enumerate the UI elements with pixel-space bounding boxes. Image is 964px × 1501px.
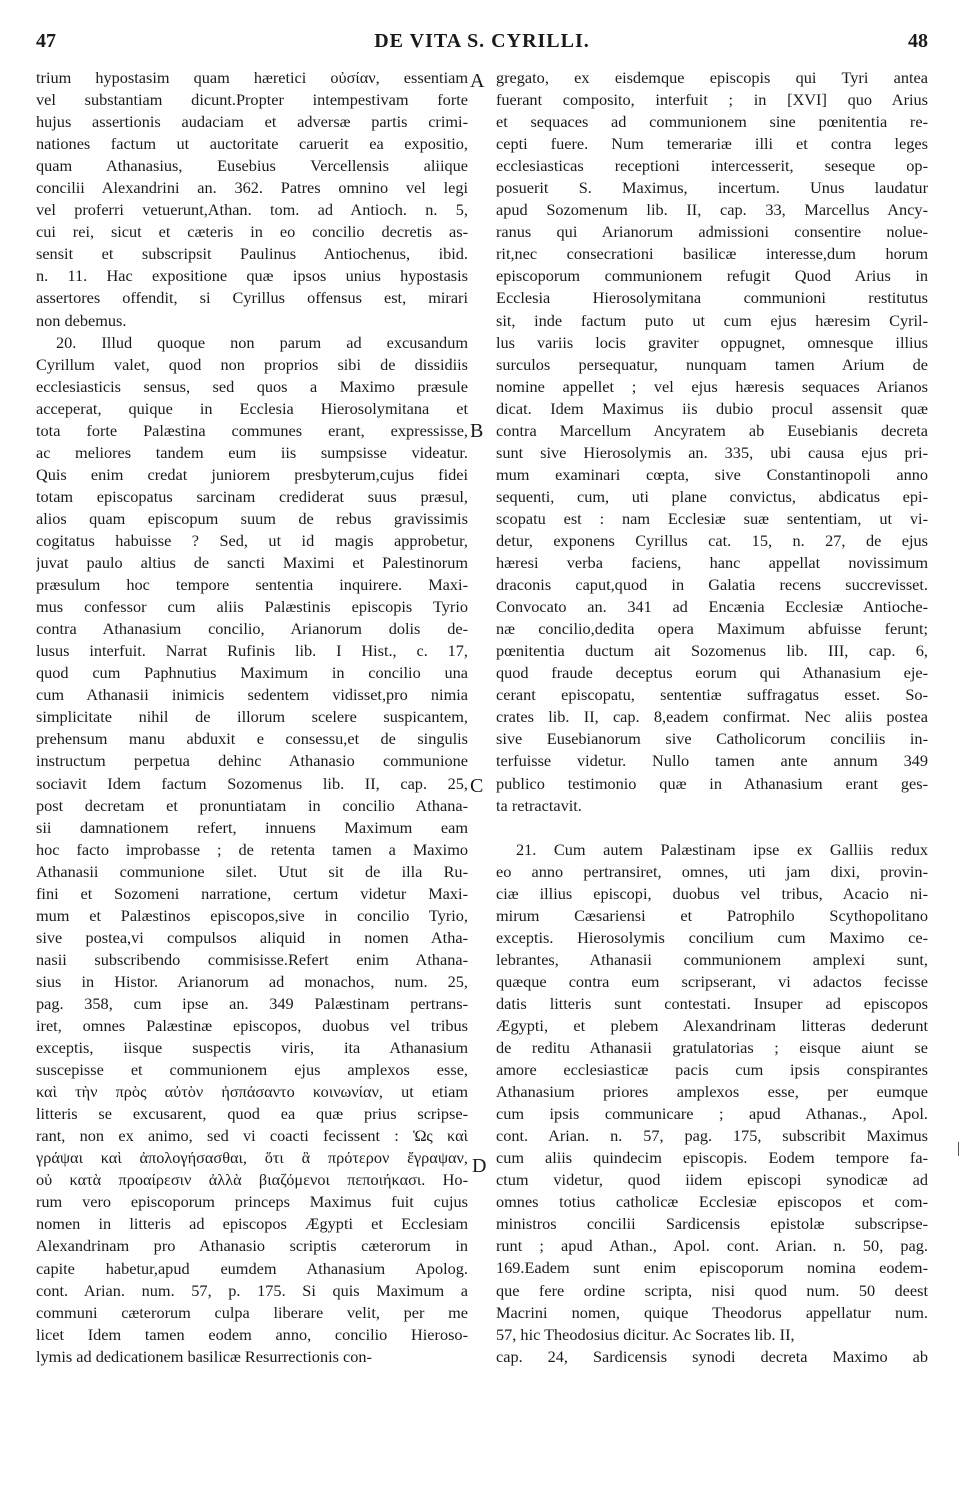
text-line: hæresi verba faciens, hanc appellat novissimum — [496, 553, 928, 573]
text-line: terfuisse videtur. Nullo tamen ante annum 349 — [496, 751, 928, 771]
text-line: pag. 358, cum ipse an. 349 Palæstinam pertrans- — [36, 993, 468, 1013]
text-line: sit, inde factum puto ut cum ejus hæresim Cyril- — [496, 310, 928, 330]
text-line: alios quam episcopum suum de rebus gravissimis — [36, 508, 468, 528]
text-line: detur, exponens Cyrillus cat. 15, n. 27, de ejus — [496, 530, 928, 550]
page-number-right: 48 — [908, 30, 928, 52]
text-line: contra Athanasium concilio, Arianorum dolis de- — [36, 619, 468, 639]
text-line: cum Athanasii inimicis sedentem vidisset,pro nimia — [36, 685, 468, 705]
text-line: episcoporum communionem refugit Quod Arius in — [496, 266, 928, 286]
text-line: scopatu est : nam Ecclesiæ suæ sententiam, ut vi- — [496, 508, 928, 528]
text-line: nomine appellet ; vel ejus hæresis sequaces Arianos — [496, 376, 928, 396]
text-line: eo anno pertransiret, omnes, uti jam dixi, provin- — [496, 861, 928, 881]
margin-marker-b: B — [470, 420, 484, 442]
text-line: assertores offendit, si Cyrillus offensus est, mirari — [36, 288, 468, 308]
text-line: dicat. Idem Maximus iis dubio procul assensit quæ — [496, 398, 928, 418]
margin-marker-d: D — [472, 1155, 487, 1177]
text-line: cum ipsis communicare ; apud Athanas., Apol. — [496, 1104, 928, 1124]
text-line: οὐ κατὰ προαίρεσιν ἀλλὰ βιαζόμενοι πεποιήκασι. Ho- — [36, 1170, 468, 1190]
text-line: cepti fuere. Num temerariæ illi et contra leges — [496, 134, 928, 154]
text-line: Athanasium priores amplexos esse, per eumque — [496, 1082, 928, 1102]
text-line: quam Athanasius, Eusebius Vercellensis aliique — [36, 156, 468, 176]
text-line: præsulum hoc tempore sententia inquirere. Maxi- — [36, 575, 468, 595]
text-line: ministros concilii Sardicensis epistolæ subscripse- — [496, 1214, 928, 1234]
text-line: Cyrillum valet, quod non proprios sibi de dissidiis — [36, 354, 468, 374]
text-line: καὶ τὴν πρὸς αὐτὸν ἠσπάσαντο κοινωνίαν, ut etiam — [36, 1082, 468, 1102]
text-line: draconis caput,quod in Galatia recens succrevisset. — [496, 575, 928, 595]
text-line: sive postea,vi compulsos aliquid in nomen Atha- — [36, 927, 468, 947]
text-line: mum examinari cœpta, sive Constantinopoli anno — [496, 464, 928, 484]
text-line: post decretam et pronuntiatam in concilio Athana- — [36, 795, 468, 815]
text-line: non debemus. — [36, 310, 127, 330]
text-line: quod cum Paphnutius Maximum in concilio una — [36, 663, 468, 683]
text-line: Alexandrinam pro Athanasio scriptis cæterorum in — [36, 1236, 468, 1256]
text-line: vel proferri vetuerunt,Athan. tom. ad Antioch. n. 5, — [36, 200, 468, 220]
text-line: runt ; apud Athan., Apol. cont. Arian. n. 50, pag. — [496, 1236, 928, 1256]
text-line: rit,nec consecrationi basilicæ interesse,dum horum — [496, 244, 928, 264]
text-line: mus confessor cum aliis Palæstinis episcopis Tyrio — [36, 597, 468, 617]
text-line: suscepisse et communionem ejus amplexos esse, — [36, 1060, 468, 1080]
text-line: trium hypostasim quam hæretici οὐσίαν, essentiam — [36, 68, 468, 87]
margin-marker-c: C — [470, 775, 484, 797]
text-line: næ concilio,dedita opera Maximum abfuisse ferunt; — [496, 619, 928, 639]
text-line: gregato, ex eisdemque episcopis qui Tyri antea — [496, 68, 928, 87]
text-line: ctum videtur, quod iidem episcopi synodicæ ad — [496, 1170, 928, 1190]
text-line: Macrini nomen, quique Theodorus appellatur num. — [496, 1302, 928, 1322]
text-line: datis litteris sunt contestati. Insuper ad episcopos — [496, 993, 928, 1013]
text-line: exceptis, iisque suspectis viris, ita Athanasium — [36, 1038, 468, 1058]
text-line: licet Idem tamen eodem anno, concilio Hieroso- — [36, 1324, 468, 1344]
text-line: rum vero episcoporum princeps Maximus fuit cujus — [36, 1192, 468, 1212]
text-line: lebrantes, Athanasii communionem amplexi sunt, — [496, 949, 928, 969]
text-line: prehensum manu abduxit e consessu,et de singulis — [36, 729, 468, 749]
text-line: juvat paulo altius de sancti Maximi et Palestinorum — [36, 553, 468, 573]
text-line: cui rei, sicut et cæteris in eo concilio decretis as- — [36, 222, 468, 242]
text-line: cap. 24, Sardicensis synodi decreta Maximo ab — [496, 1346, 928, 1366]
text-line: 57, hic Theodosius dicitur. Ac Socrates lib. II, — [496, 1324, 795, 1344]
text-line: ciæ illius episcopi, duobus vel tribus, Acacio ni- — [496, 883, 928, 903]
text-line: sociavit Idem factum Sozomenus lib. II, cap. 25, — [36, 773, 468, 793]
text-line: sius in Histor. Arianorum ad monachos, num. 25, — [36, 971, 468, 991]
text-line: vel substantiam dicunt.Propter intempestivam forte — [36, 90, 468, 110]
text-line: lusus interfuit. Narrat Rufinis lib. I Hist., c. 17, — [36, 641, 468, 661]
text-line: iret, omnes Palæstinæ episcopos, duobus vel tribus — [36, 1016, 468, 1036]
text-line: posuerit S. Maximus, incertum. Unus laudatur — [496, 178, 928, 198]
text-line: apud Sozomenum lib. II, cap. 33, Marcellus Ancy- — [496, 200, 928, 220]
text-line: capite habetur,apud eumdem Athanasium Apolog. — [36, 1258, 468, 1278]
text-line: lus variis locis graviter oppugnet, omnesque illius — [496, 332, 928, 352]
text-line: amore ecclesiasticæ pacis cum ipsis conspirantes — [496, 1060, 928, 1080]
text-line: 169.Eadem sunt enim episcoporum nomina eodem- — [496, 1258, 928, 1278]
text-line: lymis ad dedicationem basilicæ Resurrectionis con- — [36, 1346, 372, 1366]
text-line: cum aliis quindecim episcopis. Eodem tempore fa- — [496, 1148, 928, 1168]
text-line: nasii subscribendo commisisse.Refert enim Athana- — [36, 949, 468, 969]
text-line: totam episcopatus sarcinam crediderat suus præsul, — [36, 486, 468, 506]
text-line: et sequaces ad communionem sine pœnitentia re- — [496, 112, 928, 132]
text-line: n. 11. Hac expositione quæ ipsos unius hypostasis — [36, 266, 468, 286]
text-line: mum et Palæstinos episcopos,sive in concilio Tyrio, — [36, 905, 468, 925]
text-line: acceperat, quique in Ecclesia Hierosolymitana et — [36, 398, 468, 418]
text-line: ac meliores tandem eum iis sumpsisse videatur. — [36, 442, 468, 462]
text-line: nomen in litteris ad episcopos Ægypti et Ecclesiam — [36, 1214, 468, 1234]
text-line: quod fraude deceptus eorum qui Athanasium eje- — [496, 663, 928, 683]
page-header — [36, 30, 928, 60]
text-line: litteris se excusarent, quod ea quæ prius scripse- — [36, 1104, 468, 1124]
text-line: 20. Illud quoque non parum ad excusandum — [56, 332, 468, 352]
text-line: hujus assertionis audaciam et adversæ partis crimi- — [36, 112, 468, 132]
text-line: Ecclesia Hierosolymitana communioni restitutus — [496, 288, 928, 308]
text-line: concilii Alexandrini an. 362. Patres omnino vel legi — [36, 178, 468, 198]
text-line: publico testimonio quæ in Athanasium erant ges- — [496, 773, 928, 793]
text-line: instructum perpetua dehinc Athanasio communione — [36, 751, 468, 771]
text-line: ranus qui Arianorum admissioni consentire nolue- — [496, 222, 928, 242]
text-line: mirum Cæsariensi et Patrophilo Scythopolitano — [496, 905, 928, 925]
paragraph-gap — [496, 817, 928, 839]
text-line: fini et Sozomeni narratione, certum videtur Maxi- — [36, 883, 468, 903]
text-line: 21. Cum autem Palæstinam ipse ex Galliis redux — [516, 839, 928, 859]
text-line: sii damnationem refert, innuens Maximum eam — [36, 817, 468, 837]
text-line: que fere ordine scripta, nisi quod num. 50 deest — [496, 1280, 928, 1300]
text-line: ecclesiasticas receptioni intercesserit, seseque op- — [496, 156, 928, 176]
text-line: simplicitate nihil de illorum scelere suspicantem, — [36, 707, 468, 727]
text-line: sunt sive Hierosolymis an. 335, ubi causa ejus pri- — [496, 442, 928, 462]
running-title: DE VITA S. CYRILLI. — [374, 30, 590, 52]
text-line: γράψαι καὶ ἀπολογήσασθαι, ὅτι ἃ πρότερον ἔγραψαν, — [36, 1148, 468, 1168]
text-line: crates lib. II, cap. 8,eadem confirmat. Nec aliis postea — [496, 707, 928, 727]
text-line: contra Marcellum Ancyratem ab Eusebianis decreta — [496, 420, 928, 440]
text-line: ecclesiasticis sensus, sed quos a Maximo præsule — [36, 376, 468, 396]
text-line: pœnitentia ductum ait Sozomenus lib. III, cap. 6, — [496, 641, 928, 661]
text-line: cogitatus habuisse ? Sed, ut id magis approbetur, — [36, 530, 468, 550]
text-line: de reditu Athanasii gratulatorias ; eisque aiunt se — [496, 1038, 928, 1058]
text-line: Quis enim credat juniorem presbyterum,cujus fidei — [36, 464, 468, 484]
text-line: hoc facto improbasse ; de retenta tamen a Maximo — [36, 839, 468, 859]
text-line: cont. Arian. num. 57, p. 175. Si quis Maximum a — [36, 1280, 468, 1300]
text-line: cont. Arian. n. 57, pag. 175, subscribit Maximus — [496, 1126, 928, 1146]
text-line: cerant episcopatu, sententiæ suffragatus esset. So- — [496, 685, 928, 705]
text-line: quæque contra eum scripserant, vi adactos fecisse — [496, 971, 928, 991]
text-line: sequenti, cum, uti plane convictus, abdicatus epi- — [496, 486, 928, 506]
text-line: ta retractavit. — [496, 795, 582, 815]
right-column — [496, 67, 928, 1368]
margin-marker-a: A — [470, 70, 485, 92]
text-line: surculos persequatur, nunquam tamen Arium de — [496, 354, 928, 374]
text-line: tota forte Palæstina communes erant, expressisse, — [36, 420, 468, 440]
text-line: communi cæterorum culpa liberare velit, per me — [36, 1302, 468, 1322]
text-line: omnes totius catholicæ Ecclesiæ episcopos et com- — [496, 1192, 928, 1212]
text-line: sive Eusebianorum sive Catholicorum conciliis in- — [496, 729, 928, 749]
text-line: exceptis. Hierosolymis concilium cum Maximo ce- — [496, 927, 928, 947]
scan-edge-mark — [958, 1142, 959, 1156]
left-column — [36, 67, 468, 1368]
page-number-left: 47 — [36, 30, 56, 52]
text-line: rant, non ex animo, sed vi coacti fecissent : Ὡς καὶ — [36, 1126, 468, 1146]
text-line: fuerant composito, interfuit ; in [XVI] quo Arius — [496, 90, 928, 110]
text-line: Ægypti, et plebem Alexandrinam litteras dederunt — [496, 1015, 928, 1035]
text-line: Convocato an. 341 ad Encænia Ecclesiæ Antioche- — [496, 597, 928, 617]
text-line: nationes factum ut auctoritate caruerit ea expositio, — [36, 134, 468, 154]
text-line: Athanasii communione silet. Utut sit de illa Ru- — [36, 861, 468, 881]
text-line: sensit et subscripsit Paulinus Antiochenus, ibid. — [36, 244, 468, 264]
